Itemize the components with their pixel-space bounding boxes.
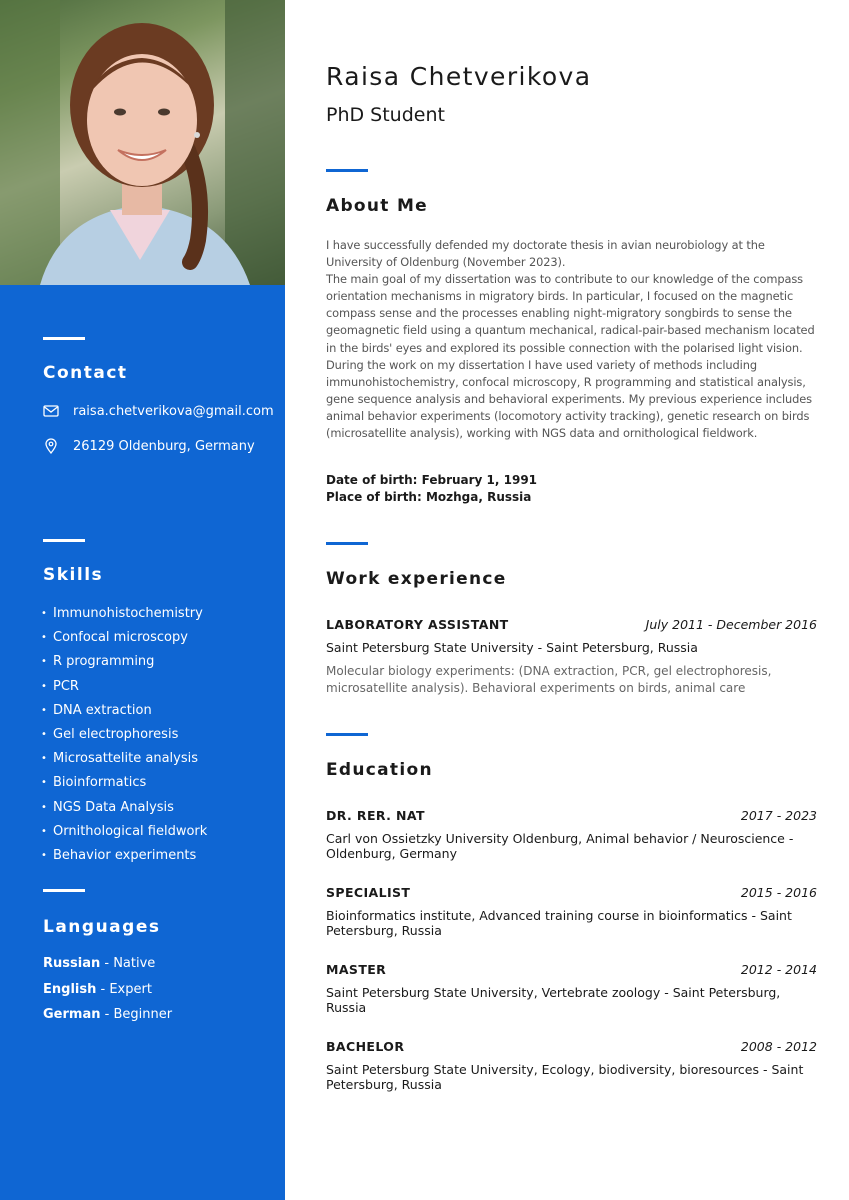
personal-facts: [326, 472, 537, 506]
contact-location-row: [43, 438, 255, 454]
work-entry-org: Saint Petersburg State University - Saint Petersburg, Russia: [326, 640, 698, 655]
skill-item: • Confocal microscopy: [41, 630, 188, 646]
skill-item: • Ornithological fieldwork: [41, 823, 208, 839]
contact-email-row: [43, 403, 274, 419]
languages-heading: Languages: [43, 917, 161, 937]
skills-list: [41, 604, 207, 870]
contact-heading: Contact: [43, 363, 128, 383]
portrait-illustration: [0, 0, 285, 285]
contact-email[interactable]: raisa.chetverikova@gmail.com: [73, 403, 274, 419]
contact-location: 26129 Oldenburg, Germany: [73, 438, 255, 454]
skill-item: • Bioinformatics: [41, 775, 147, 791]
about-paragraph-2: The main goal of my dissertation was to contribute to our knowledge of the compass orientation mechanisms in migratory birds. In particular, I focused on the magnetic compass sense and the processes enabling night-migratory songbirds to sense the geomagnetic field using a quantum mechanical, radical-pair-based mechanism located in the birds' eyes and explored its possible connection with the polarised light vision. During the work on my dissertation I have used variety of methods including immunohistochemistry, confocal microscopy, R programming and statistical analysis, gene sequence analysis and behavioral experiments. My previous experience includes animal behavior experiments (locomotory activity tracking), genetic research on birds (microsatellite analysis), working with NGS data and ornithological fieldwork.: [326, 272, 815, 441]
education-entry-dates: 2017 - 2023: [740, 808, 817, 823]
work-heading: Work experience: [326, 569, 507, 589]
education-entry-dates: 2015 - 2016: [740, 885, 817, 900]
skill-item: • Microsattelite analysis: [41, 751, 199, 767]
language-item: Russian - Native: [43, 956, 156, 971]
skill-item: • PCR: [41, 678, 79, 694]
language-item: English - Expert: [43, 981, 152, 997]
about-divider: [326, 169, 368, 172]
sidebar: [0, 0, 285, 1200]
education-entry-org: Carl von Ossietzky University Oldenburg, Animal behavior / Neuroscience - Oldenburg, Germany: [326, 831, 794, 861]
work-divider: [326, 542, 368, 545]
education-entry-title: MASTER: [326, 962, 387, 977]
education-heading: Education: [326, 760, 433, 780]
work-entry-dates: July 2011 - December 2016: [645, 617, 817, 632]
skill-item: • DNA extraction: [41, 702, 152, 718]
skill-item: • Immunohistochemistry: [41, 606, 203, 621]
map-pin-icon: [43, 438, 59, 454]
birth-place: Place of birth: Mozhga, Russia: [326, 490, 532, 504]
skill-item: • NGS Data Analysis: [41, 799, 174, 815]
skill-item: • Behavior experiments: [41, 847, 197, 863]
skill-item: • R programming: [41, 654, 155, 670]
education-entry-dates: 2012 - 2014: [740, 962, 817, 977]
skills-divider: [43, 539, 85, 542]
education-entry-title: BACHELOR: [326, 1039, 405, 1054]
about-paragraph-1: I have successfully defended my doctorate thesis in avian neurobiology at the University of Oldenburg (November 2023).: [326, 238, 765, 270]
profile-photo: [0, 0, 285, 285]
education-entry-title: SPECIALIST: [326, 885, 411, 900]
education-entry-dates: 2008 - 2012: [740, 1039, 817, 1054]
contact-divider: [43, 337, 85, 340]
job-role: PhD Student: [326, 104, 445, 126]
education-entry-org: Saint Petersburg State University, Ecology, biodiversity, bioresources - Saint Petersburg, Russia: [326, 1062, 804, 1092]
education-entry-org: Saint Petersburg State University, Vertebrate zoology - Saint Petersburg, Russia: [326, 985, 781, 1015]
about-text: [326, 237, 818, 442]
languages-list: [43, 956, 172, 1033]
work-entry-title: LABORATORY ASSISTANT: [326, 617, 509, 632]
education-divider: [326, 733, 368, 736]
education-entry-title: DR. RER. NAT: [326, 808, 425, 823]
education-entry-org: Bioinformatics institute, Advanced training course in bioinformatics - Saint Petersburg, Russia: [326, 908, 792, 938]
envelope-icon: [43, 403, 59, 419]
languages-divider: [43, 889, 85, 892]
language-item: German - Beginner: [43, 1007, 173, 1022]
about-heading: About Me: [326, 196, 428, 216]
birth-date: Date of birth: February 1, 1991: [326, 473, 538, 487]
work-entry-description: Molecular biology experiments: (DNA extraction, PCR, gel electrophoresis, microsatellite analysis). Behavioral experiments on birds, animal care: [326, 664, 772, 695]
skill-item: • Gel electrophoresis: [41, 726, 179, 742]
person-name: Raisa Chetverikova: [326, 62, 592, 91]
skills-heading: Skills: [43, 565, 104, 585]
